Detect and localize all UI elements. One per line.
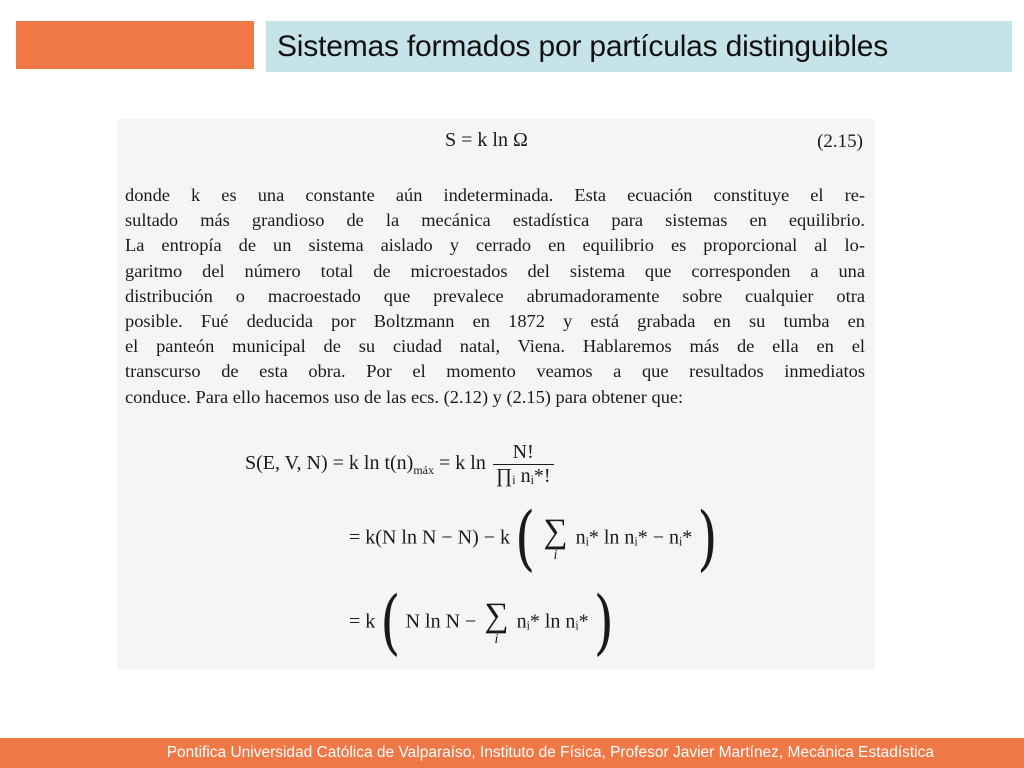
equation-line-2 xyxy=(349,498,718,580)
title-box xyxy=(266,21,1012,72)
paragraph-line: sultado más grandioso de la mecánica estadística para sistemas en equilibrio. xyxy=(125,210,865,231)
left-paren: ( xyxy=(515,498,536,580)
sum-symbol: ∑ i xyxy=(543,513,568,563)
equation-line-3 xyxy=(349,582,614,664)
paragraph-line: conduce. Para ello hacemos uso de las ecs. (2.12) y (2.15) para obtener que: xyxy=(125,386,684,407)
eq1-fraction xyxy=(493,441,554,488)
eq1-lhs: S(E, V, N) = k ln t(n) xyxy=(245,452,414,475)
eq1-mid: = k ln xyxy=(439,452,486,475)
accent-bar xyxy=(16,21,254,69)
equation-number: (2.15) xyxy=(817,131,863,152)
left-paren: ( xyxy=(380,582,401,664)
footer-text: Pontifica Universidad Católica de Valparaíso, Instituto de Física, Profesor Javier Martínez, Mecánica Estadística xyxy=(166,744,934,761)
footer-bar xyxy=(0,738,1024,768)
eq3-inner-b: nᵢ* ln nᵢ* xyxy=(516,610,589,633)
paragraph-line: transcurso de esta obra. Por el momento veamos a que resultados inmediatos xyxy=(125,361,865,382)
eq3-prefix: = k xyxy=(349,610,376,633)
slide-title: Sistemas formados por partículas distinguibles xyxy=(277,29,889,63)
entropy-equation: S = k ln Ω xyxy=(445,129,528,151)
paragraph xyxy=(125,183,865,410)
right-paren: ) xyxy=(593,582,614,664)
paragraph-line: el panteón municipal de su ciudad natal, Viena. Hablaremos más de ella en el xyxy=(125,336,865,357)
paragraph-line: garitmo del número total de microestados del sistema que corresponden a una xyxy=(125,260,865,281)
eq2-prefix: = k(N ln N − N) − k xyxy=(349,526,511,549)
paragraph-line: distribución o macroestado que prevalece abrumadoramente sobre cualquier otra xyxy=(125,285,865,306)
paragraph-line: donde k es una constante aún indeterminada. Esta ecuación constituye el re- xyxy=(125,185,865,205)
eq1-denominator: ∏ᵢ nᵢ*! xyxy=(495,465,551,487)
right-paren: ) xyxy=(697,498,718,580)
paragraph-line: La entropía de un sistema aislado y cerrado en equilibrio es proporcional al lo- xyxy=(125,235,865,256)
paragraph-line: posible. Fué deducida por Boltzmann en 1872 y está grabada en su tumba en xyxy=(125,311,865,332)
eq2-inner: nᵢ* ln nᵢ* − nᵢ* xyxy=(575,526,693,549)
equation-line-1 xyxy=(245,441,556,488)
sum-symbol: ∑ i xyxy=(484,597,509,647)
eq1-subscript: máx xyxy=(413,463,434,478)
eq3-inner-a: N ln N − xyxy=(405,610,477,633)
scanned-page-image xyxy=(117,119,875,670)
eq1-numerator: N! xyxy=(493,441,554,465)
